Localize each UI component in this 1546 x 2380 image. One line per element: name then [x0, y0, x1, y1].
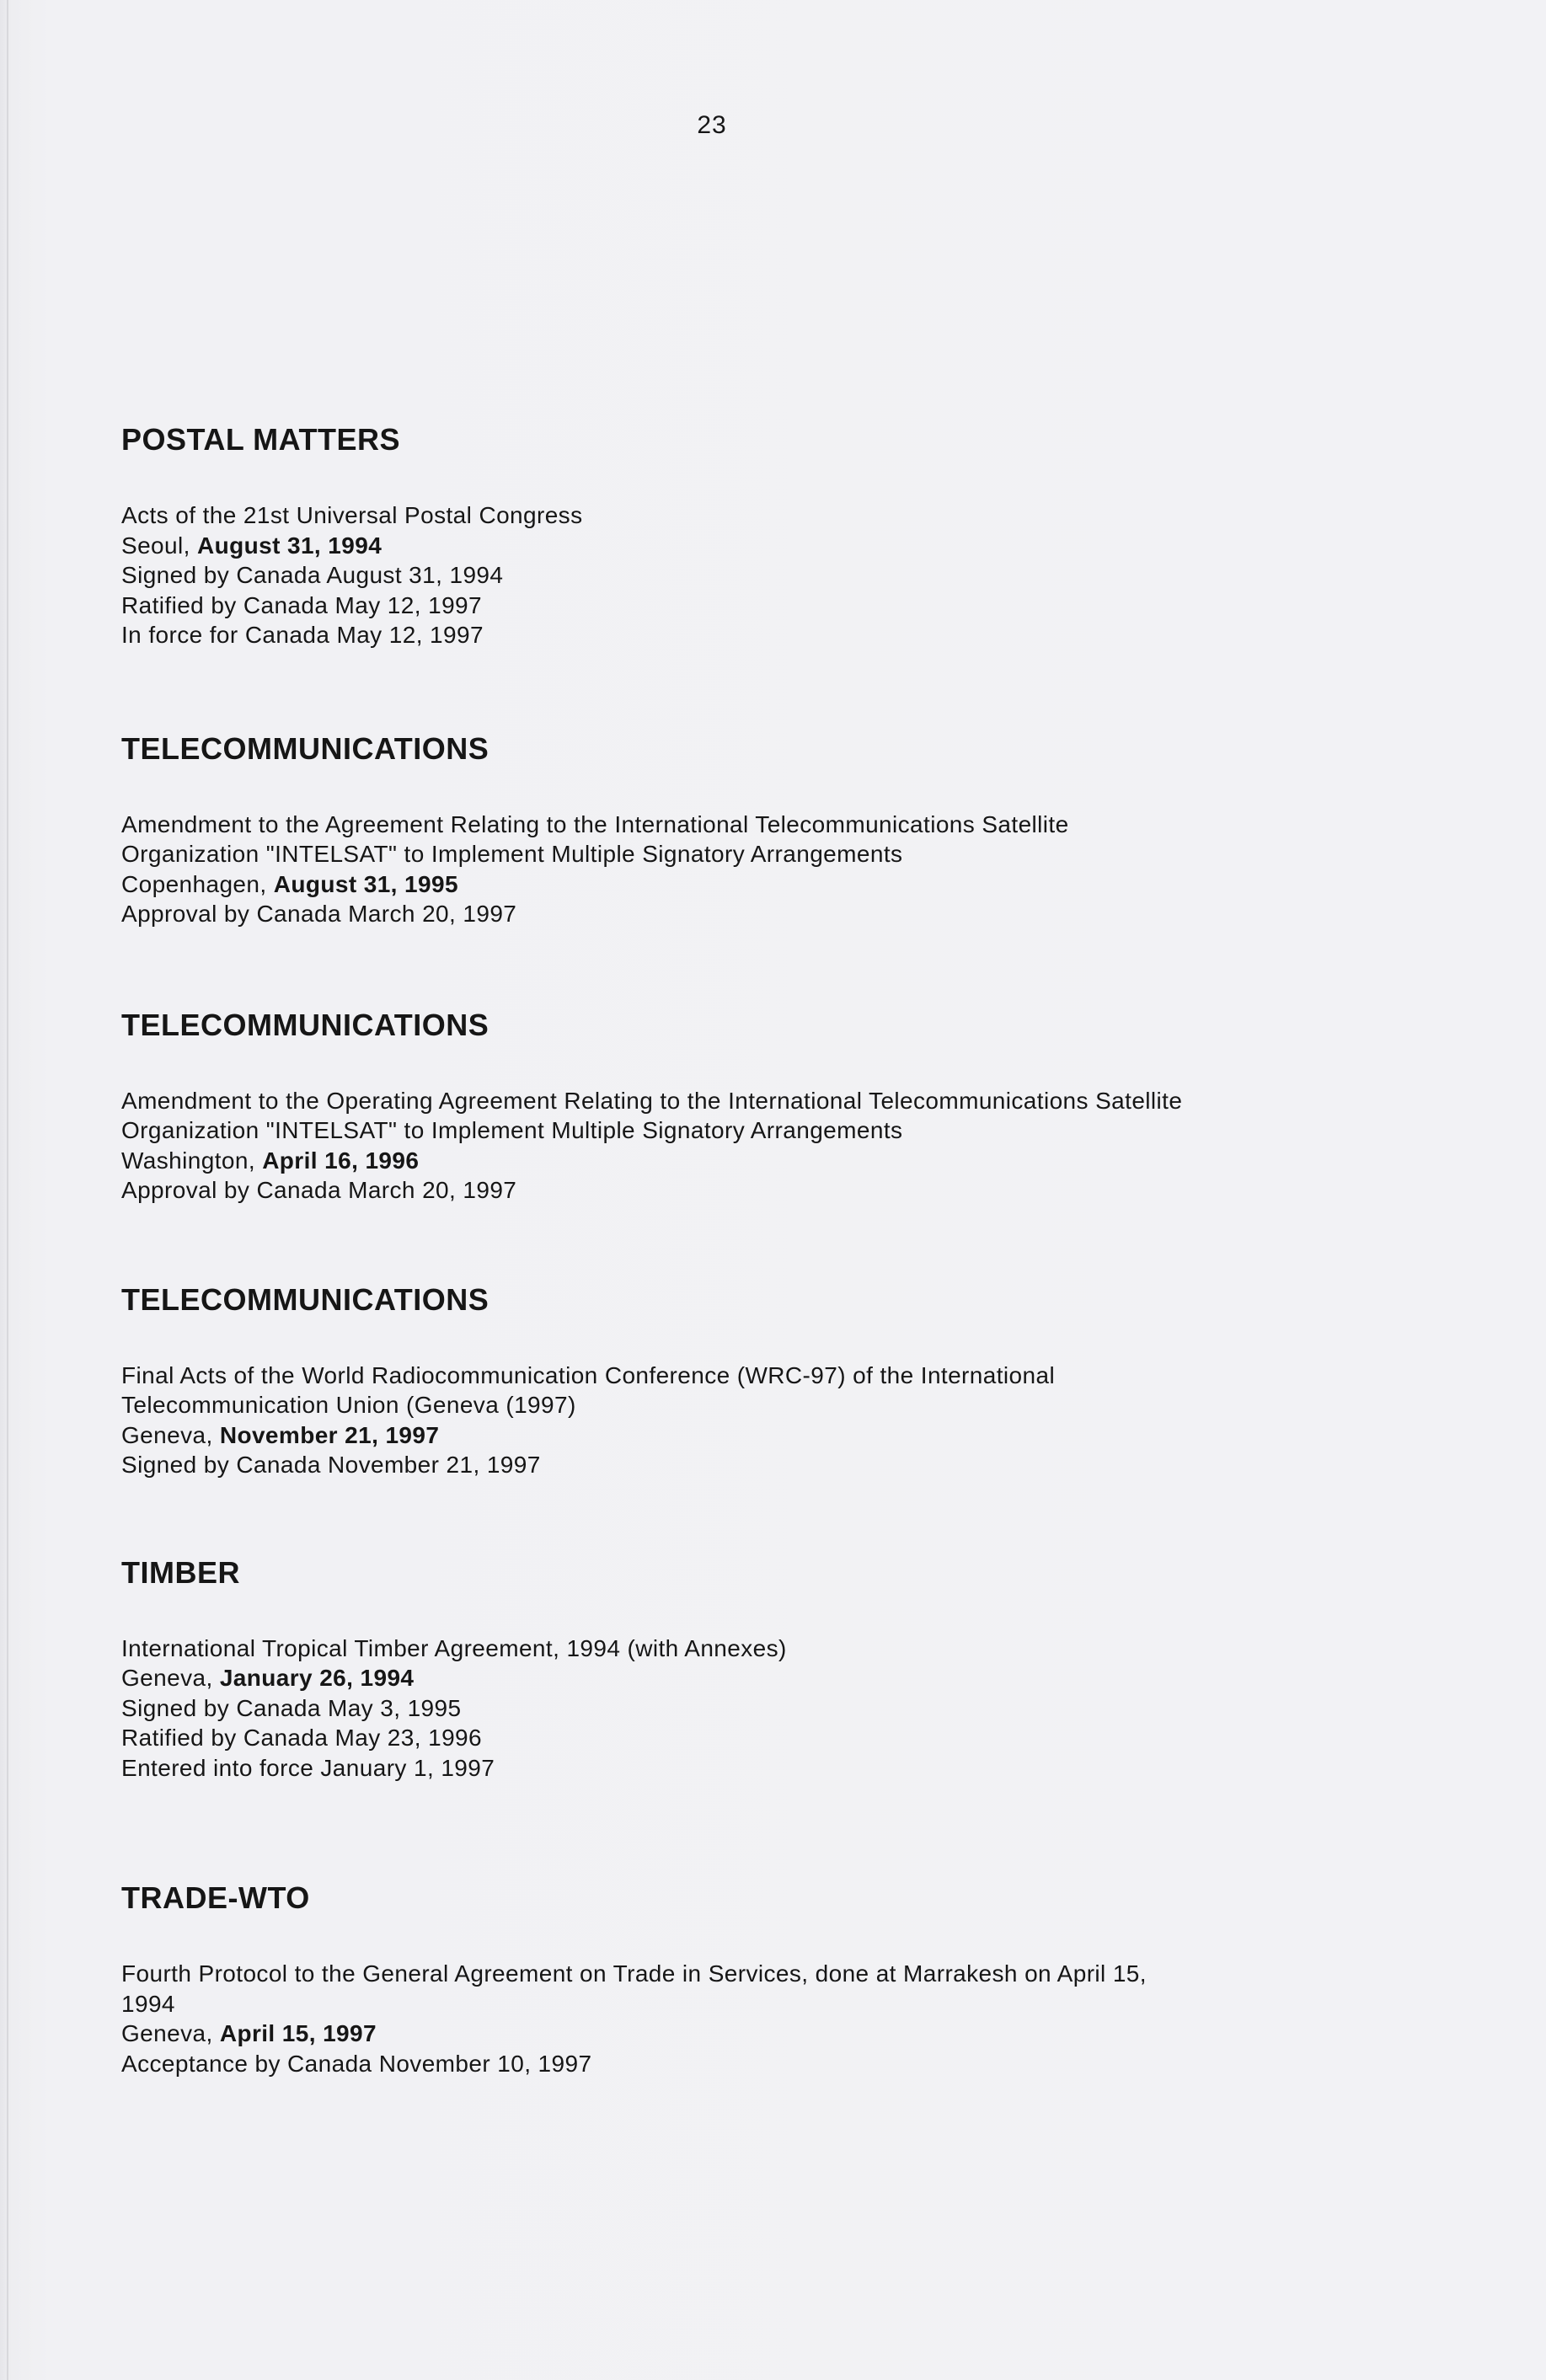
treaty-place-date — [121, 1146, 1368, 1176]
section-trade-wto — [121, 1880, 1368, 2078]
section-timber — [121, 1554, 1368, 1784]
treaty-place-date — [121, 2019, 1368, 2049]
treaty-entry — [121, 500, 1368, 650]
place: Washington, — [121, 1147, 263, 1174]
treaty-status: Signed by Canada August 31, 1994 — [121, 562, 504, 588]
date: January 26, 1994 — [219, 1665, 415, 1691]
section-heading: TIMBER — [121, 1554, 240, 1590]
treaty-title: Telecommunication Union (Geneva (1997) — [121, 1392, 576, 1418]
section-heading: TELECOMMUNICATIONS — [121, 1281, 489, 1317]
section-heading: TELECOMMUNICATIONS — [121, 1007, 489, 1042]
date: April 16, 1996 — [262, 1147, 420, 1174]
section-heading: TELECOMMUNICATIONS — [121, 730, 489, 766]
treaty-place-date — [121, 869, 1368, 900]
treaty-title: Organization "INTELSAT" to Implement Multiple Signatory Arrangements — [121, 841, 903, 867]
section-telecommunications-3 — [121, 1281, 1368, 1480]
section-heading: TRADE-WTO — [121, 1880, 310, 1915]
treaty-title: Acts of the 21st Universal Postal Congress — [121, 502, 583, 528]
treaty-status: Ratified by Canada May 12, 1997 — [121, 591, 482, 618]
treaty-place-date — [121, 531, 1368, 561]
treaty-place-date — [121, 1420, 1368, 1451]
section-telecommunications-1 — [121, 730, 1368, 929]
treaty-title: Final Acts of the World Radiocommunication Conference (WRC-97) of the International — [121, 1361, 1056, 1388]
document-body — [121, 421, 1368, 2078]
treaty-entry — [121, 1361, 1368, 1480]
page-edge — [7, 0, 8, 2380]
section-heading: POSTAL MATTERS — [121, 422, 400, 457]
treaty-entry — [121, 1959, 1368, 2078]
date: April 15, 1997 — [219, 2020, 377, 2046]
treaty-title: International Tropical Timber Agreement, 1994 (with Annexes) — [121, 1634, 787, 1661]
treaty-title: Amendment to the Agreement Relating to the International Telecommunications Satellite — [121, 810, 1069, 837]
place: Geneva, — [121, 2020, 220, 2046]
treaty-status: Entered into force January 1, 1997 — [121, 1754, 495, 1781]
place: Geneva, — [121, 1421, 220, 1448]
date: August 31, 1994 — [196, 532, 382, 559]
treaty-entry — [121, 810, 1368, 929]
treaty-status: Approval by Canada March 20, 1997 — [121, 1177, 517, 1203]
treaty-place-date — [121, 1663, 1368, 1693]
place: Seoul, — [121, 532, 197, 559]
page-number: 23 — [697, 111, 727, 139]
treaty-title: Fourth Protocol to the General Agreement on Trade in Services, done at Marrakesh on April 15, — [121, 1960, 1147, 1987]
treaty-status: Approval by Canada March 20, 1997 — [121, 901, 517, 927]
section-telecommunications-2 — [121, 1007, 1368, 1206]
treaty-entry — [121, 1634, 1368, 1784]
treaty-title: Organization "INTELSAT" to Implement Multiple Signatory Arrangements — [121, 1117, 903, 1143]
treaty-title: Amendment to the Operating Agreement Relating to the International Telecommunications Satellite — [121, 1087, 1183, 1114]
date: August 31, 1995 — [273, 870, 458, 897]
treaty-title: 1994 — [121, 1990, 175, 2017]
treaty-status: Ratified by Canada May 23, 1996 — [121, 1725, 482, 1751]
place: Copenhagen, — [121, 870, 274, 897]
date: November 21, 1997 — [219, 1421, 440, 1448]
treaty-status: In force for Canada May 12, 1997 — [121, 622, 484, 648]
place: Geneva, — [121, 1665, 220, 1691]
treaty-status: Signed by Canada May 3, 1995 — [121, 1694, 462, 1721]
section-postal-matters — [121, 421, 1368, 650]
treaty-status: Acceptance by Canada November 10, 1997 — [121, 2050, 592, 2077]
treaty-entry — [121, 1086, 1368, 1206]
treaty-status: Signed by Canada November 21, 1997 — [121, 1452, 541, 1478]
